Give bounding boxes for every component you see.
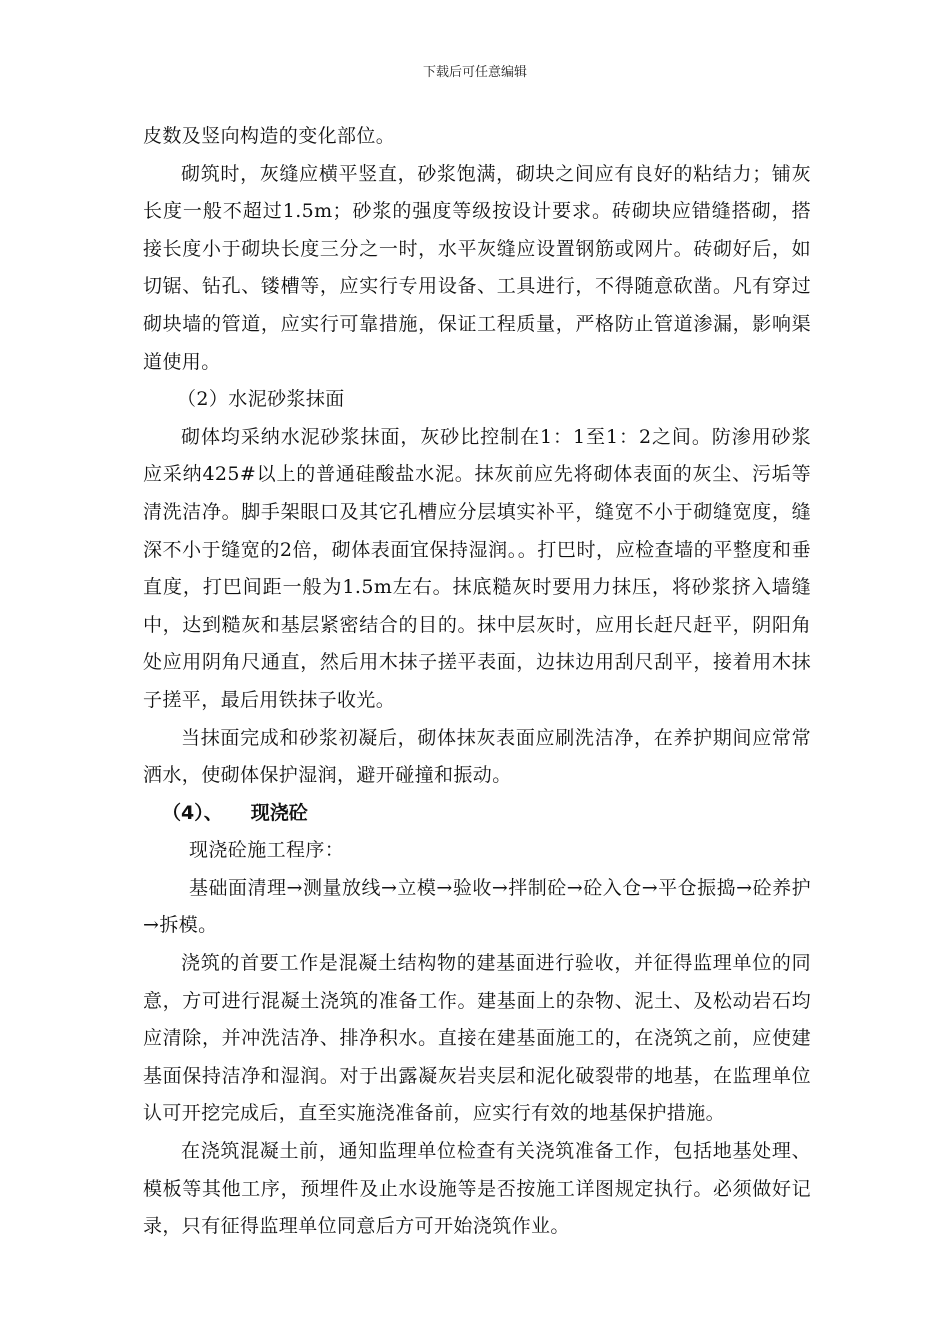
paragraph-foundation-acceptance: 浇筑的首要工作是混凝土结构物的建基面进行验收，并征得监理单位的同意，方可进行混凝土浇筑的准备工作。建基面上的杂物、泥土、及松动岩石均应清除，并冲洗洁净、排净积水。直接在建基面施工的，在浇筑之前，应使建基面保持洁净和湿润。对于出露凝灰岩夹层和泥化破裂带的地基，在监理单位认可开挖完成后，直至实施浇准备前，应实行有效的地基保护措施。 bbox=[143, 952, 811, 1125]
paragraph-pre-pour-inspection: 在浇筑混凝土前，通知监理单位检查有关浇筑准备工作，包括地基处理、模板等其他工序，预埋件及止水设施等是否按施工详图规定执行。必须做好记录，只有征得监理单位同意后方可开始浇筑作业。 bbox=[143, 1140, 811, 1238]
subsection-title-mortar-plastering: （2）水泥砂浆抹面 bbox=[177, 388, 345, 411]
section-heading-cast-in-place bbox=[143, 795, 811, 833]
section-number: （4）、 bbox=[162, 801, 223, 824]
paragraph-masonry: 砌筑时，灰缝应横平竖直，砂浆饱满，砌块之间应有良好的粘结力；铺灰长度一般不超过1.5m；砂浆的强度等级按设计要求。砖砌块应错缝搭砌，搭接长度小于砌块长度三分之一时，水平灰缝应设置钢筋或网片。砖砌好后，如切锯、钻孔、镂槽等，应实行专用设备、工具进行，不得随意砍凿。凡有穿过砌块墙的管道，应实行可靠措施，保证工程质量，严格防止管道渗漏，影响渠道使用。 bbox=[143, 162, 811, 373]
paragraph-curing: 当抹面完成和砂浆初凝后，砌体抹灰表面应刷洗洁净，在养护期间应常常洒水，使砌体保护湿润，避开碰撞和振动。 bbox=[143, 726, 811, 787]
section-title: 现浇砼 bbox=[250, 801, 308, 824]
paragraph-continuation: 皮数及竖向构造的变化部位。 bbox=[143, 125, 396, 147]
document-body bbox=[143, 118, 811, 1246]
paragraph-procedure-flow: 基础面清理→测量放线→立模→验收→拌制砼→砼入仓→平仓振捣→砼养护→拆模。 bbox=[143, 876, 811, 937]
page-header-watermark: 下载后可任意编辑 bbox=[422, 65, 527, 80]
paragraph-procedure-label: 现浇砼施工程序： bbox=[189, 839, 345, 862]
paragraph-plastering: 砌体均采纳水泥砂浆抹面，灰砂比控制在1：1至1：2之间。防渗用砂浆应采纳425#以上的普通硅酸盐水泥。抹灰前应先将砌体表面的灰尘、污垢等清洗洁净。脚手架眼口及其它孔槽应分层填实补平，缝宽不小于砌缝宽度，缝深不小于缝宽的2倍，砌体表面宜保持湿润。。打巴时，应检查墙的平整度和垂直度，打巴间距一般为1.5m左右。抹底糙灰时要用力抹压，将砂浆挤入墙缝中，达到糙灰和基层紧密结合的目的。抹中层灰时，应用长赶尺赶平，阴阳角处应用阴角尺通直，然后用木抹子搓平表面，边抹边用刮尺刮平，接着用木抹子搓平，最后用铁抹子收光。 bbox=[143, 425, 811, 711]
